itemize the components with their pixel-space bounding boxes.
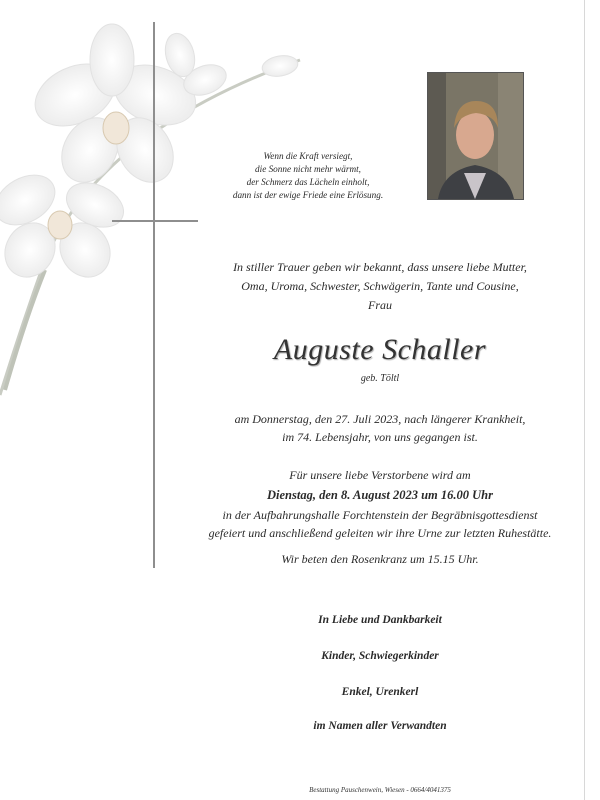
funeral-place-line: in der Aufbahrungshalle Forchtenstein der Begräbnisgottesdienst xyxy=(222,508,538,522)
funeral-date: Dienstag, den 8. August 2023 um 16.00 Uhr xyxy=(267,488,493,502)
page-edge-line xyxy=(584,0,585,800)
death-line: im 74. Lebensjahr, von uns gegangen ist. xyxy=(282,430,478,444)
cross-horizontal-line xyxy=(112,220,198,222)
funeral-home-footer: Bestattung Pauschenwein, Wiesen - 0664/4041375 xyxy=(309,786,451,794)
rosary-notice: Wir beten den Rosenkranz um 15.15 Uhr. xyxy=(281,552,479,566)
signature-line: im Namen aller Verwandten xyxy=(313,720,447,732)
memorial-poem xyxy=(198,150,418,202)
intro-line: Frau xyxy=(368,298,392,312)
signature-line: In Liebe und Dankbarkeit xyxy=(318,614,442,626)
death-notice xyxy=(190,410,570,446)
orchid-bloom-small xyxy=(0,165,131,286)
announcement-intro xyxy=(190,258,570,315)
poem-line: Wenn die Kraft versiegt, xyxy=(263,151,353,161)
signature-line: Kinder, Schwiegerkinder xyxy=(321,650,439,662)
maiden-name: geb. Töltl xyxy=(360,373,400,384)
funeral-place xyxy=(190,506,570,542)
poem-line: der Schmerz das Lächeln einholt, xyxy=(246,177,370,187)
signature-line: Enkel, Urenkerl xyxy=(341,686,419,698)
poem-line: dann ist der ewige Friede eine Erlösung. xyxy=(232,190,384,200)
funeral-intro: Für unsere liebe Verstorbene wird am xyxy=(289,468,471,482)
intro-line: Oma, Uroma, Schwester, Schwägerin, Tante und Cousine, xyxy=(241,279,519,293)
deceased-name: Auguste Schaller xyxy=(273,333,487,366)
funeral-place-line: gefeiert und anschließend geleiten wir ihre Urne zur letzten Ruhestätte. xyxy=(208,526,552,540)
deceased-portrait-photo xyxy=(427,72,524,200)
poem-line: die Sonne nicht mehr wärmt, xyxy=(255,164,361,174)
intro-line: In stiller Trauer geben wir bekannt, dass unsere liebe Mutter, xyxy=(233,260,527,274)
cross-vertical-line xyxy=(153,22,155,568)
death-line: am Donnerstag, den 27. Juli 2023, nach längerer Krankheit, xyxy=(234,412,526,426)
